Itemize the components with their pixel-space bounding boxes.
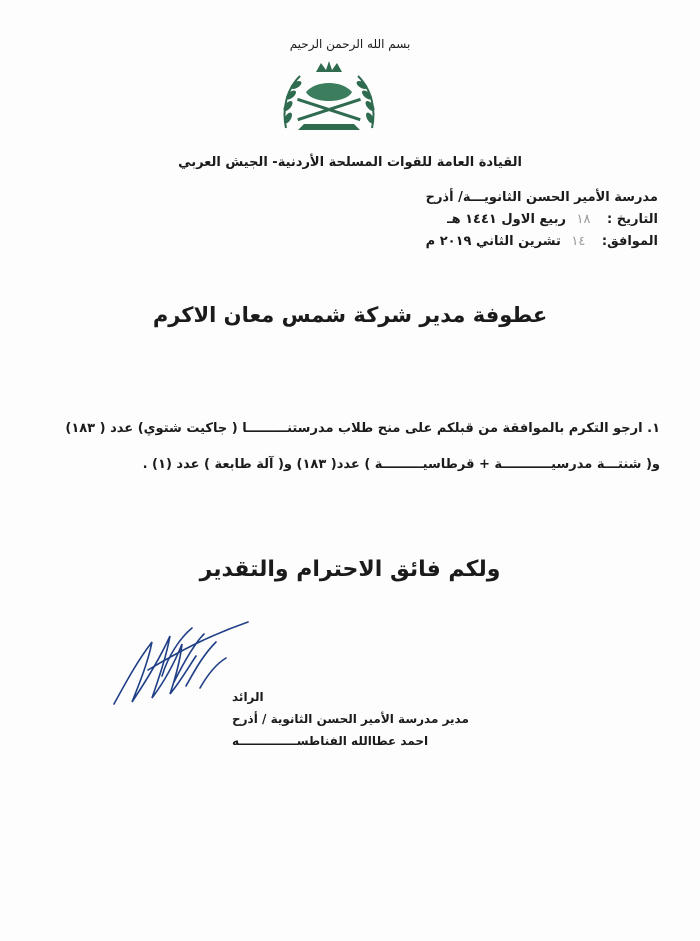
hijri-day: ١٨ xyxy=(576,212,591,227)
signatory-rank: الرائد xyxy=(232,690,264,704)
army-emblem-logo xyxy=(276,58,382,140)
body-line-2: و( شنتـــة مدرسيـــــــــــة + قرطاسيـــــــــة ) عدد( ١٨٣) و( آلة طابعة ) عدد (١) . xyxy=(142,457,660,472)
hijri-date-value: ربيع الاول ١٤٤١ هـ xyxy=(447,212,566,227)
closing-greeting: ولكم فائق الاحترام والتقدير xyxy=(199,557,501,582)
sender-school: مدرسة الأمير الحسن الثانويـــة/ أذرح xyxy=(425,190,658,205)
gregorian-day: ١٤ xyxy=(571,234,586,249)
hijri-date-label: التاريخ : xyxy=(607,212,658,227)
gregorian-date-row xyxy=(426,234,658,249)
addressee-line: عطوفة مدير شركة شمس معان الاكرم xyxy=(152,303,548,327)
body-line-1: ١. ارجو التكرم بالموافقة من قبلكم على منح طلاب مدرستنـــــــــا ( جاكيت شتوي) عدد ( ١٨٣) xyxy=(65,421,660,436)
signatory-role: مدير مدرسة الأمير الحسن الثانوية / أذرح xyxy=(232,712,469,726)
basmala: بسم الله الرحمن الرحيم xyxy=(289,37,411,51)
gregorian-date-value: تشرين الثاني ٢٠١٩ م xyxy=(425,234,561,249)
gregorian-date-label: الموافق: xyxy=(601,234,658,249)
hijri-date-row xyxy=(447,212,658,227)
army-command-title: القيادة العامة للقوات المسلحة الأردنية- الجيش العربي xyxy=(178,155,522,170)
signatory-name: احمد عطاالله الفناطســــــــــــــه xyxy=(232,734,429,748)
